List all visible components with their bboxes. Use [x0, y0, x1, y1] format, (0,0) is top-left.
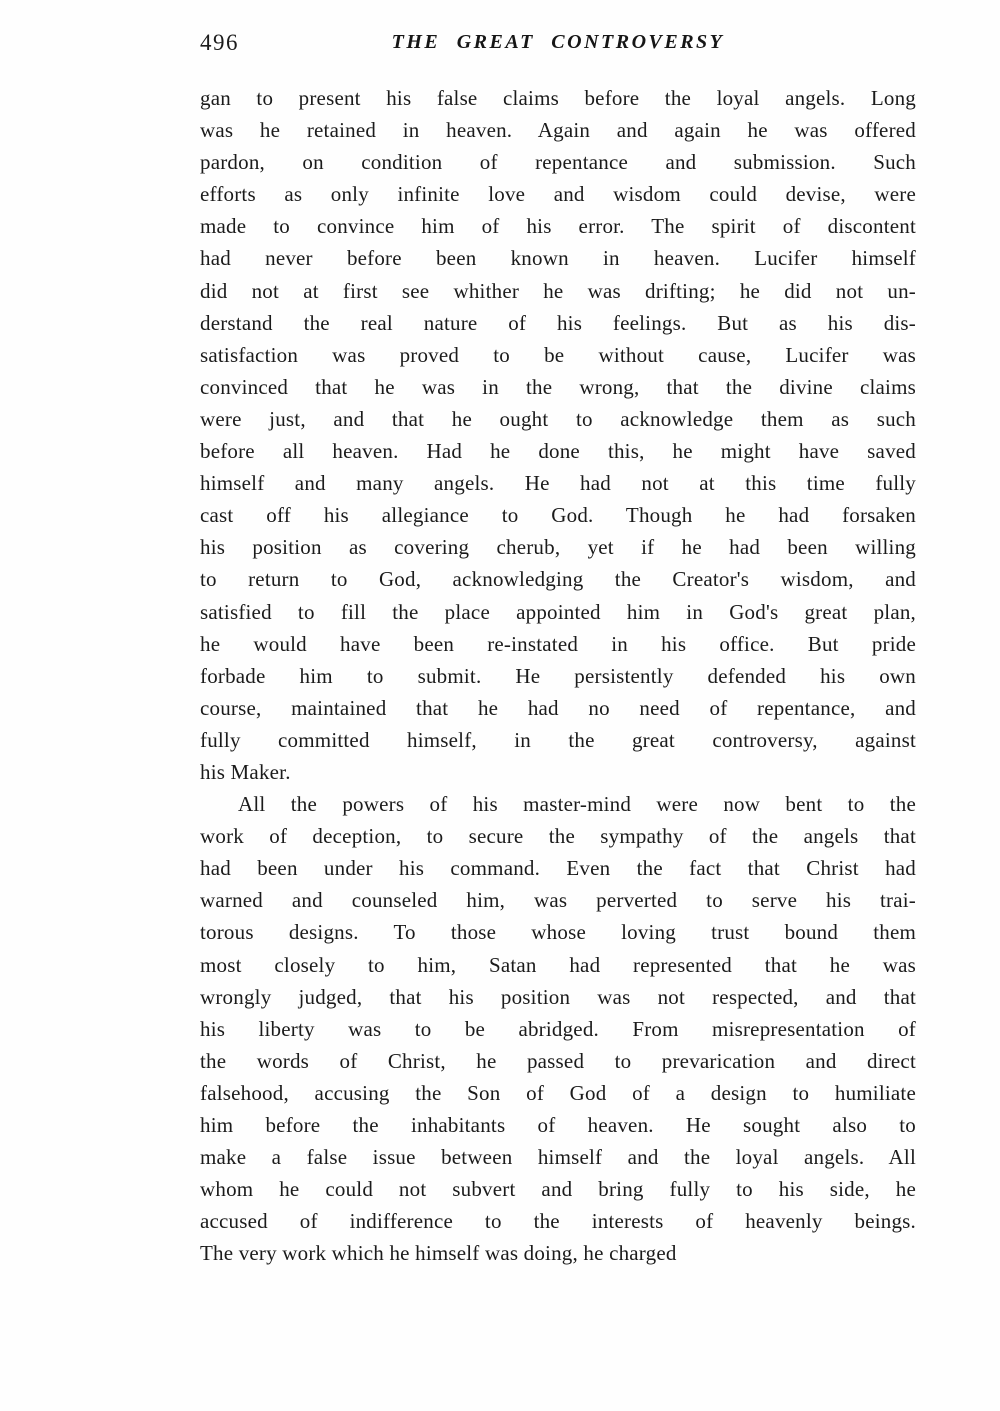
- text-line: made to convince him of his error. The spirit of discontent: [200, 214, 916, 239]
- text-line: the words of Christ, he passed to prevarication and direct: [200, 1048, 916, 1073]
- text-line: derstand the real nature of his feelings. But as his dis-: [200, 310, 916, 335]
- text-line: make a false issue between himself and the loyal angels. All: [200, 1145, 916, 1170]
- text-line: whom he could not subvert and bring fully to his side, he: [200, 1177, 916, 1202]
- text-line: course, maintained that he had no need of repentance, and: [200, 695, 916, 720]
- text-line: All the powers of his master-mind were now bent to the: [238, 792, 916, 817]
- text-line: was he retained in heaven. Again and again he was offered: [200, 118, 916, 143]
- paragraph: [200, 82, 916, 788]
- text-line: wrongly judged, that his position was not respected, and that: [200, 984, 916, 1009]
- text-line: efforts as only infinite love and wisdom could devise, were: [200, 182, 916, 207]
- text-line: him before the inhabitants of heaven. He sought also to: [200, 1113, 916, 1137]
- text-line: falsehood, accusing the Son of God of a design to humiliate: [200, 1080, 916, 1105]
- text-line: cast off his allegiance to God. Though he had forsaken: [200, 503, 916, 528]
- text-line: did not at first see whither he was drifting; he did not un-: [200, 278, 916, 303]
- text-line: work of deception, to secure the sympathy of the angels that: [200, 824, 916, 849]
- text-line: had never before been known in heaven. Lucifer himself: [200, 246, 916, 271]
- text-line: himself and many angels. He had not at this time fully: [200, 471, 916, 496]
- text-line: his Maker.: [200, 759, 291, 784]
- text-line: his position as covering cherub, yet if he had been willing: [200, 535, 916, 560]
- text-line: accused of indifference to the interests of heavenly beings.: [200, 1209, 916, 1234]
- text-line: torous designs. To those whose loving trust bound them: [200, 920, 916, 945]
- text-line: to return to God, acknowledging the Creator's wisdom, and: [200, 567, 916, 592]
- text-line: fully committed himself, in the great controversy, against: [200, 727, 916, 752]
- text-line: forbade him to submit. He persistently defended his own: [200, 663, 916, 688]
- text-line: warned and counseled him, was perverted to serve his trai-: [200, 888, 916, 913]
- text-line: his liberty was to be abridged. From misrepresentation of: [200, 1016, 916, 1041]
- text-line: he would have been re-instated in his office. But pride: [200, 631, 916, 656]
- text-line: were just, and that he ought to acknowledge them as such: [200, 406, 916, 431]
- page-number: 496: [200, 30, 239, 55]
- page-body: [200, 82, 916, 1269]
- text-line: gan to present his false claims before the loyal angels. Long: [200, 86, 916, 110]
- text-line: had been under his command. Even the fact that Christ had: [200, 856, 916, 881]
- text-line: satisfied to fill the place appointed him in God's great plan,: [200, 599, 916, 624]
- text-line: pardon, on condition of repentance and submission. Such: [200, 150, 916, 175]
- text-line: The very work which he himself was doing, he charged: [200, 1241, 677, 1266]
- text-line: before all heaven. Had he done this, he might have saved: [200, 439, 916, 464]
- text-line: convinced that he was in the wrong, that the divine claims: [200, 374, 916, 399]
- paragraph: [200, 788, 916, 1269]
- text-line: most closely to him, Satan had represented that he was: [200, 952, 916, 977]
- text-line: satisfaction was proved to be without cause, Lucifer was: [200, 342, 916, 367]
- running-head: THE GREAT CONTROVERSY: [391, 31, 725, 53]
- page-header: [200, 30, 916, 60]
